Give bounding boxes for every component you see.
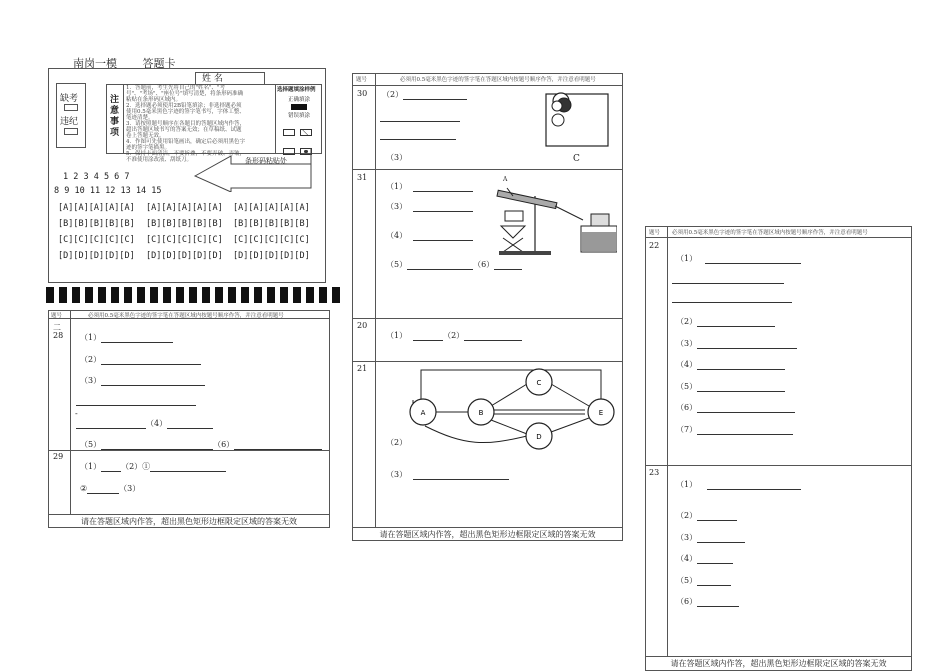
node-b-label: B <box>478 409 484 417</box>
q22-3[interactable]: （3） <box>676 338 797 349</box>
choice-group-3[interactable] <box>233 200 310 264</box>
node-d-label: D <box>536 433 542 441</box>
col-label: 题号 <box>356 77 368 83</box>
footer-note-1: 请在答题区域内作答，超出黑色矩形边框限定区域的答案无效 <box>81 517 297 526</box>
q22-7[interactable]: （7） <box>676 424 793 435</box>
q21-2[interactable]: （2） <box>386 438 408 447</box>
choice-group-1[interactable] <box>58 200 135 264</box>
notice-line: 4．作图可先使用铅笔画出，确定后必须用黑色字迹的签字笔描黑。 <box>126 139 246 151</box>
absent-checkbox[interactable] <box>64 104 78 111</box>
q23-5[interactable]: （5） <box>676 575 731 586</box>
q28-1[interactable]: （1） <box>80 332 173 343</box>
q22-1-cont-b[interactable] <box>672 294 792 303</box>
footer-note-2: 请在答题区域内作答，超出黑色矩形边框限定区域的答案无效 <box>379 530 596 539</box>
barcode-area <box>193 148 313 192</box>
correct-label: 正确填涂 <box>287 97 310 103</box>
notice-title: 注意事项 <box>110 95 120 138</box>
footer-note-3: 请在答题区域内作答，超出黑色矩形边框限定区域的答案无效 <box>670 659 887 668</box>
q23-3[interactable]: （3） <box>676 532 745 543</box>
notice-line: 5．保持卡面清洁，不要折叠，不要弄破、弄皱，不准使用涂改液、刮纸刀。 <box>126 151 246 163</box>
q23-2[interactable]: （2） <box>676 510 737 521</box>
q22-6[interactable]: （6） <box>676 402 795 413</box>
q30-2[interactable]: （2） <box>382 89 467 100</box>
q31-figure-label: A <box>503 176 508 183</box>
discipline-checkbox[interactable] <box>64 128 78 135</box>
notice-line: 3．请按照题号顺序在各题目的答题区域内作答，超出答题区域书写的答案无效；在草稿纸、试题卷上答题无效。 <box>126 121 246 139</box>
header-note: 必须用0.5毫米黑色字迹的签字笔在答题区域内按题号顺序作答，并注意看明题号 <box>400 77 596 83</box>
q22-4[interactable]: （4） <box>676 359 785 370</box>
q29-number: 29 <box>53 452 64 461</box>
q30-2-cont-a[interactable] <box>380 113 460 122</box>
absent-label: 缺考 <box>60 94 79 104</box>
q28-4[interactable]: （4） <box>76 418 213 429</box>
q31-number: 31 <box>357 173 368 182</box>
q31-4[interactable]: （4） <box>386 230 473 241</box>
option-row-c[interactable]: [C][C][C][C][C] <box>233 235 310 245</box>
choice-numbers-row1: 1 2 3 4 5 6 7 <box>63 172 130 182</box>
q23-4[interactable]: （4） <box>676 553 733 564</box>
discipline-label: 违纪 <box>60 117 79 127</box>
option-row-c[interactable]: [C][C][C][C][C] <box>146 235 223 245</box>
option-row-d[interactable]: [D][D][D][D][D] <box>146 251 223 261</box>
option-row-d[interactable]: [D][D][D][D][D] <box>233 251 310 261</box>
q30-figure <box>545 88 611 164</box>
option-row-b[interactable]: [B][B][B][B][B] <box>233 219 310 229</box>
absent-box <box>56 83 86 148</box>
node-a-label: A <box>420 409 426 417</box>
q30-number: 30 <box>357 89 368 98</box>
option-row-a[interactable]: [A][A][A][A][A] <box>233 203 310 213</box>
choice-numbers-row2: 8 9 10 11 12 13 14 15 <box>54 186 162 196</box>
q30-2-cont-b[interactable] <box>380 131 456 140</box>
q28-2[interactable]: （2） <box>80 354 201 365</box>
option-row-c[interactable]: [C][C][C][C][C] <box>58 235 135 245</box>
q31-apparatus-figure <box>495 176 617 256</box>
q23-6[interactable]: （6） <box>676 596 739 607</box>
q29-1[interactable]: （1） （2）① <box>80 461 226 472</box>
option-row-a[interactable]: [A][A][A][A][A] <box>58 203 135 213</box>
q22-number: 22 <box>649 241 660 250</box>
q31-3[interactable]: （3） <box>386 201 473 212</box>
notice-line: 2．选择题必须使用2B铅笔填涂；非选择题必须使用0.5毫米黑色字迹的签字笔书写，字体工整、笔迹清楚。 <box>126 103 245 121</box>
q30-figure-label: C <box>573 154 580 164</box>
timing-marks <box>46 287 340 303</box>
notice-line: 1．答题前，考生先将自己的"姓名"、"考号"、"考场"、"座位号"填写清楚，将条形码准确粘贴在条形码区域内。 <box>126 85 244 103</box>
q28-extra: 二 <box>53 323 61 332</box>
choice-group-2[interactable] <box>146 200 223 264</box>
q22-2[interactable]: （2） <box>676 316 775 327</box>
q31-1[interactable]: （1） <box>386 181 473 192</box>
q22-1[interactable]: （1） <box>676 253 801 264</box>
q28-3-cont[interactable] <box>76 397 196 406</box>
q28-5-6[interactable]: （5） （6） <box>80 439 322 450</box>
correct-fill-mark <box>291 104 307 110</box>
col-label: 题号 <box>649 230 661 236</box>
option-row-b[interactable]: [B][B][B][B][B] <box>58 219 135 229</box>
q28-number: 28 <box>53 331 64 340</box>
header-note: 必须用0.5毫米黑色字迹的签字笔在答题区域内按题号顺序作答，并注意看明题号 <box>88 313 284 319</box>
q31-5-6[interactable]: （5） （6） <box>386 259 522 270</box>
option-row-d[interactable]: [D][D][D][D][D] <box>58 251 135 261</box>
option-row-a[interactable]: [A][A][A][A][A] <box>146 203 223 213</box>
header-note: 必须用0.5毫米黑色字迹的签字笔在答题区域内按题号顺序作答，并注意看明题号 <box>672 230 868 236</box>
q21-number: 21 <box>357 364 368 373</box>
q20-number: 20 <box>357 321 368 330</box>
q21-3[interactable]: （3） <box>386 469 509 480</box>
q23-number: 23 <box>649 468 660 477</box>
q30-3[interactable]: （3） <box>386 153 408 162</box>
q29-2[interactable]: ② （3） <box>80 484 141 493</box>
fill-example-title: 选择题填涂样例 <box>277 87 316 93</box>
q28-dash: - <box>75 409 78 418</box>
q21-graph-figure <box>405 366 619 454</box>
wrong-label: 错误填涂 <box>287 113 310 119</box>
col-label: 题号 <box>51 313 63 319</box>
subtitle-text: 答题卡 <box>142 57 176 70</box>
q22-5[interactable]: （5） <box>676 381 785 392</box>
node-c-label: C <box>536 379 542 387</box>
barcode-label: 条形码粘贴处 <box>245 157 287 165</box>
q23-1[interactable]: （1） <box>676 479 801 490</box>
q28-3[interactable]: （3） <box>80 375 205 386</box>
name-label: 姓 名 <box>202 74 223 84</box>
q22-1-cont-a[interactable] <box>672 275 784 284</box>
option-row-b[interactable]: [B][B][B][B][B] <box>146 219 223 229</box>
q20-1-2[interactable]: （1） （2） <box>386 330 522 341</box>
node-e-label: E <box>598 409 604 417</box>
title-text: 南岗一模 <box>73 57 117 70</box>
